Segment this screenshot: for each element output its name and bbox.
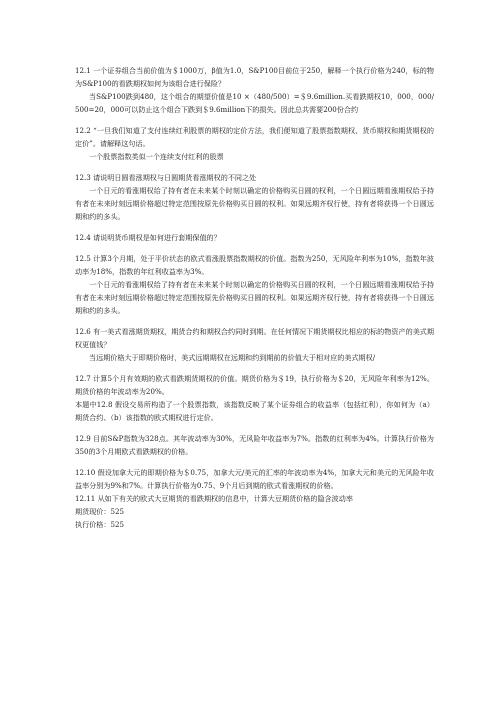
paragraph-gap <box>75 116 434 124</box>
paragraph: 当远期价格大于即期价格时，美式远期期权在远期和约到期前的价值大于相对应的美式期权/ <box>89 353 376 362</box>
paragraph-gap <box>75 317 434 325</box>
paragraph: 12.6 有一美式看涨期货期权，期货合约和期权合约同时到期。在任何情况下期货期权比相应的标的物资产的美式期权更值钱？ <box>75 327 434 349</box>
paragraph-gap <box>75 223 434 231</box>
paragraph: 本题中12.8 假设交易所构造了一个股票指数，该指数反映了某个证券组合的收益率（包括红利），你如何为（a）期货合约、（b）该指数的欧式期权进行定价。 <box>75 400 434 422</box>
paragraph: 12.9 目前S&P指数为328点。其年波动率为30%，无风险年收益率为7%。指数的红利率为4%。计算执行价格为350的3个月期欧式看跌期权的价格。 <box>75 434 434 456</box>
paragraph-gap <box>75 424 434 432</box>
paragraph: 12.4 请说明货币期权是如何进行套期保值的？ <box>75 233 221 242</box>
document-body <box>75 64 434 531</box>
paragraph: 12.3 请说明日圆看涨期权与日圆期货看涨期权的不同之处 <box>75 173 257 182</box>
paragraph: 期货现价：525 <box>75 507 125 516</box>
paragraph: 一个日元的看涨期权给了持有者在未来某个时刻以确定的价格购买日圆的权利，一个日圆远期看涨期权给予持有者在未来时刻远期价格超过特定范围按原先价格购买日圆的权利。如果远期齐权行使，持有者将获得一个日圆远期和约的多头。 <box>75 186 434 221</box>
paragraph: 执行价格：525 <box>75 520 125 529</box>
paragraph: 12.10 假设加拿大元的即期价格为＄0.75，加拿大元/美元的汇率的年波动率为4%，加拿大元和美元的无风险年收益率分别为9%和7%。计算执行价格为0.75、9个月后到期的欧式看涨期权的价格。 <box>75 468 434 490</box>
paragraph: 12.11 从如下有关的欧式大豆期货的看跌期权的信息中，计算大豆期货价格的隐含波动率 <box>75 494 353 503</box>
paragraph: 当S&P100跌到480，这个组合的期望价值是10 ×（480/500）=＄9.6million.买看跌期权10，000，000/500=20，000可以防止这个组合下跌到＄9.6million下的损失。因此总共需要200份合约 <box>75 92 434 114</box>
paragraph: 12.5 计算3个月期，处于平价状态的欧式看涨股票指数期权的价值。指数为250，无风险年利率为10%，指数年波动率为18%，指数的年红利收益率为3%。 <box>75 254 434 276</box>
paragraph: 12.2 “一旦我们知道了支付连续红利股票的期权的定价方法，我们便知道了股票指数期权、货币期权和期货期权的定价”。请解释这句话。 <box>75 126 434 148</box>
paragraph-gap <box>75 458 434 466</box>
paragraph: 12.7 计算5个月有效期的欧式看跌期货期权的价值。期货价格为＄19，执行价格为＄20，无风险年利率为12%。期货价格的年波动率为20%。 <box>75 374 434 396</box>
paragraph-gap <box>75 244 434 252</box>
paragraph-gap <box>75 163 434 171</box>
paragraph-gap <box>75 364 434 372</box>
paragraph: 一个股票指数类似一个连续支付红利的股票 <box>89 152 224 161</box>
paragraph: 12.1 一个证券组合当前价值为＄1000万，β值为1.0，S&P100目前位于250，解释一个执行价格为240，标的物为S&P100的看跌期权如何为该组合进行保险？ <box>75 66 434 88</box>
paragraph: 一个日元的看涨期权给了持有者在未来某个时刻以确定的价格购买日圆的权利，一个日圆远期看涨期权给予持有者在未来时刻远期价格超过特定范围按原先价格购买日圆的权利。如果远期齐权行使，持有者将获得一个日圆远期和约的多头。 <box>75 280 434 315</box>
